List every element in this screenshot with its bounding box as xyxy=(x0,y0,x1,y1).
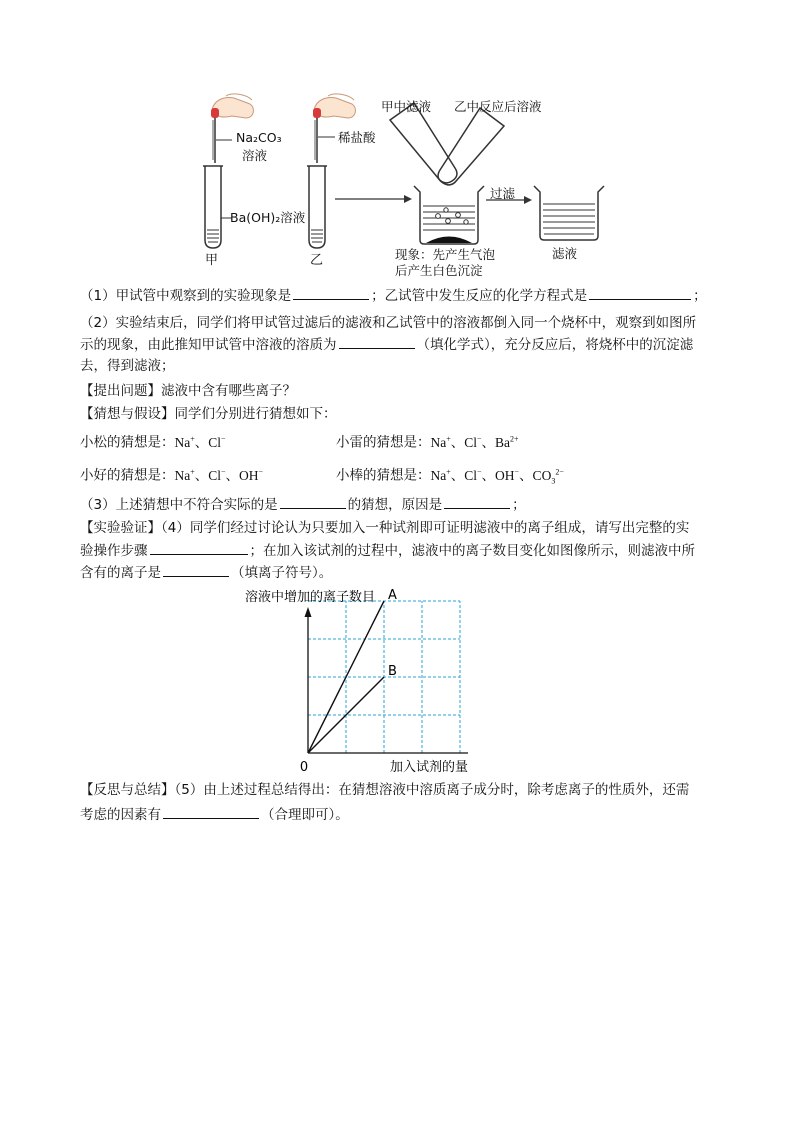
answer-blank-q3b[interactable] xyxy=(444,494,510,509)
q4-line-3: 含有的离子是 （填离子符号）。 xyxy=(80,562,332,583)
label-na2co3: Na₂CO₃ xyxy=(236,130,282,145)
test-tube-yi xyxy=(307,166,327,248)
tube-yi-solution xyxy=(438,108,504,185)
guess-xiaosong: 小松的猜想是：Na+、Cl− xyxy=(80,434,226,451)
q5-line-2: 考虑的因素有 （合理即可）。 xyxy=(80,804,349,825)
q4-line-1: 【实验验证】（4）同学们经过讨论认为只要加入一种试剂即可证明滤液中的离子组成，请写出完整的实 xyxy=(80,520,690,536)
label-filtrate: 滤液 xyxy=(552,246,578,261)
answer-blank-q5[interactable] xyxy=(163,804,259,819)
label-dilute-hcl: 稀盐酸 xyxy=(338,130,376,145)
q5-line-1: 【反思与总结】（5）由上述过程总结得出：在猜想溶液中溶质离子成分时，除考虑离子的性质外，还需 xyxy=(80,782,690,798)
label-filtration: 过滤 xyxy=(490,186,516,201)
label-tube-jia: 甲 xyxy=(205,253,219,268)
answer-blank-q3a[interactable] xyxy=(280,494,346,509)
label-phenomenon-2: 后产生白色沉淀 xyxy=(395,263,483,278)
q2-line-1: （2）实验结束后，同学们将甲试管过滤后的滤液和乙试管中的溶液都倒入同一个烧杯中，观察到如图所 xyxy=(80,315,697,331)
arrow-to-beaker xyxy=(335,195,412,203)
q1-line: （1）甲试管中观察到的实验现象是 ；乙试管中发生反应的化学方程式是 ； xyxy=(80,285,707,306)
y-axis-label: 溶液中增加的离子数目 xyxy=(244,590,376,605)
q4-line-2: 验操作步骤 ；在加入该试剂的过程中，滤液中的离子数目变化如图像所示，则滤液中所 xyxy=(80,540,695,561)
origin-label: 0 xyxy=(299,760,309,775)
test-tube-jia xyxy=(203,166,223,248)
label-baoh2: Ba(OH)₂溶液 xyxy=(230,210,306,225)
answer-blank-q1a[interactable] xyxy=(293,285,369,300)
label-phenomenon-1: 现象：先产生气泡 xyxy=(395,247,496,262)
guess-xiaohao: 小好的猜想是：Na+、Cl−、OH− xyxy=(80,467,264,484)
answer-blank-q1b[interactable] xyxy=(589,285,691,300)
answer-blank-q2[interactable] xyxy=(339,334,415,349)
series-label-a: A xyxy=(388,588,397,603)
answer-blank-q4b[interactable] xyxy=(163,562,229,577)
q2-line-3: 去，得到滤液； xyxy=(80,358,175,374)
beaker-filtrate xyxy=(534,186,604,240)
question-heading: 【提出问题】滤液中含有哪些离子？ xyxy=(80,383,296,399)
label-yi-solution: 乙中反应后溶液 xyxy=(454,99,542,114)
label-jia-filtrate: 甲中滤液 xyxy=(381,99,432,114)
hypothesis-heading: 【猜想与假设】同学们分别进行猜想如下： xyxy=(80,406,337,422)
x-axis-label: 加入试剂的量 xyxy=(389,760,468,775)
guess-xiaolei: 小雷的猜想是：Na+、Cl−、$Ba^{2+}$ xyxy=(336,434,519,451)
q2-line-2: 示的现象，由此推知甲试管中溶液的溶质为 （填化学式），充分反应后，将烧杯中的沉淀滤 xyxy=(80,334,693,355)
label-na2co3-solution: 溶液 xyxy=(242,148,268,163)
ion-count-chart xyxy=(244,585,510,780)
y-axis-arrow xyxy=(305,607,312,617)
label-tube-yi: 乙 xyxy=(310,253,324,268)
series-label-b: B xyxy=(388,664,397,679)
answer-blank-q4a[interactable] xyxy=(150,540,248,555)
beaker-reaction xyxy=(414,186,484,244)
q3-line: （3）上述猜想中不符合实际的是 的猜想，原因是 ； xyxy=(80,494,526,515)
guess-xiaobang: 小棒的猜想是：Na+、Cl−、OH−、$CO_3^{2-}$ xyxy=(336,467,564,486)
